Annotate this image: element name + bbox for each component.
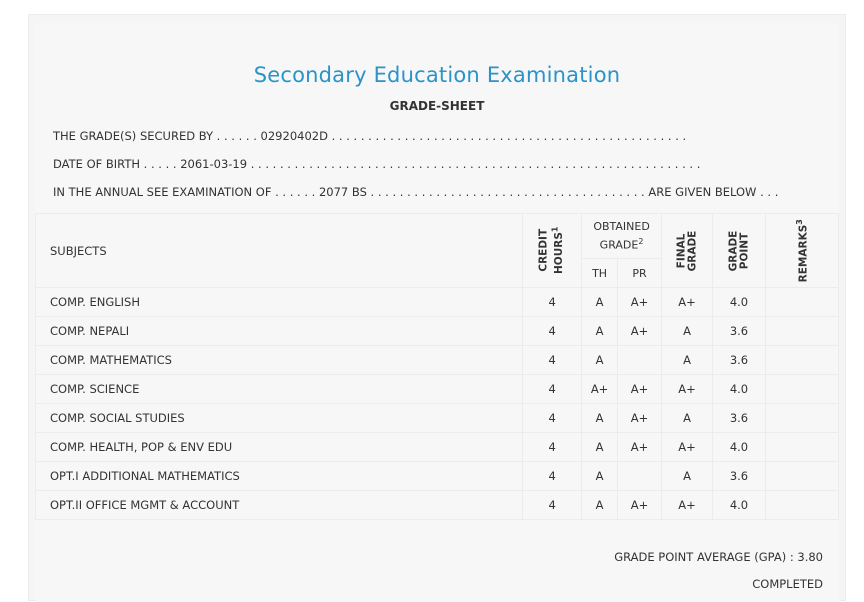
- final-grade: A+: [662, 491, 713, 520]
- credit-hours: 4: [523, 491, 582, 520]
- subject-name: COMP. HEALTH, POP & ENV EDU: [36, 433, 523, 462]
- dotted-fill: . . . . . . . . . . . . . . . . . . . . . . . . . . . . . . . . . . . . . .: [370, 185, 645, 199]
- remarks: [765, 433, 838, 462]
- table-row: [36, 375, 839, 404]
- subject-name: OPT.I ADDITIONAL MATHEMATICS: [36, 462, 523, 491]
- grade-point: 4.0: [713, 491, 766, 520]
- gpa-label: GRADE POINT AVERAGE (GPA) :: [614, 550, 794, 564]
- gpa-value: 3.80: [797, 550, 823, 564]
- subject-name: COMP. MATHEMATICS: [36, 346, 523, 375]
- grade-point: 3.6: [713, 404, 766, 433]
- grade-point: 4.0: [713, 375, 766, 404]
- practical-grade: A+: [618, 491, 662, 520]
- remarks: [765, 346, 838, 375]
- obtained-grade-header: OBTAINED GRADE$^2$: [582, 214, 662, 259]
- remarks: [765, 462, 838, 491]
- theory-grade: A: [582, 317, 618, 346]
- grade-point: 4.0: [713, 288, 766, 317]
- exam-label: IN THE ANNUAL SEE EXAMINATION OF . . . . . .: [53, 185, 316, 199]
- subject-name: COMP. SCIENCE: [36, 375, 523, 404]
- practical-grade: [618, 462, 662, 491]
- exam-line-end: ARE GIVEN BELOW . . .: [648, 185, 779, 199]
- credit-hours: 4: [523, 462, 582, 491]
- exam-line: [53, 185, 778, 199]
- practical-grade: [618, 346, 662, 375]
- theory-grade: A: [582, 404, 618, 433]
- practical-header: PR: [618, 259, 662, 288]
- practical-grade: A+: [618, 288, 662, 317]
- practical-grade: A+: [618, 375, 662, 404]
- grade-point: 3.6: [713, 462, 766, 491]
- practical-grade: A+: [618, 433, 662, 462]
- credit-hours: 4: [523, 346, 582, 375]
- page-title: Secondary Education Examination: [253, 63, 621, 87]
- final-grade-header: FINAL GRADE: [662, 214, 713, 288]
- grade-sheet: [28, 14, 846, 601]
- credit-hours: 4: [523, 375, 582, 404]
- credit-hours-header: CREDIT HOURS$^1$: [523, 214, 582, 288]
- gpa-summary: [614, 550, 823, 564]
- practical-grade: A+: [618, 404, 662, 433]
- credit-hours: 4: [523, 404, 582, 433]
- subject-name: COMP. ENGLISH: [36, 288, 523, 317]
- final-grade: A: [662, 462, 713, 491]
- credit-hours: 4: [523, 288, 582, 317]
- final-grade: A: [662, 317, 713, 346]
- credit-hours: 4: [523, 317, 582, 346]
- table-row: [36, 346, 839, 375]
- remarks: [765, 288, 838, 317]
- final-grade: A: [662, 404, 713, 433]
- theory-grade: A: [582, 462, 618, 491]
- theory-grade: A: [582, 491, 618, 520]
- grade-point: 3.6: [713, 317, 766, 346]
- dotted-fill: . . . . . . . . . . . . . . . . . . . . . . . . . . . . . . . . . . . . . . . . . . . . . . . . .: [331, 129, 687, 143]
- remarks: [765, 404, 838, 433]
- remarks: [765, 375, 838, 404]
- table-row: [36, 317, 839, 346]
- student-symbol-line: [53, 129, 686, 143]
- grade-sheet-body: [35, 23, 839, 602]
- symbol-number: 02920402D: [260, 129, 328, 143]
- theory-grade: A+: [582, 375, 618, 404]
- dotted-fill: . . . . . . . . . . . . . . . . . . . . . . . . . . . . . . . . . . . . . . . . . . . . . . . . . . . . . . . . . . . . . .: [250, 157, 701, 171]
- remarks: [765, 491, 838, 520]
- table-row: [36, 404, 839, 433]
- theory-header: TH: [582, 259, 618, 288]
- page-subtitle: GRADE-SHEET: [389, 99, 485, 113]
- theory-grade: A: [582, 288, 618, 317]
- grade-point: 3.6: [713, 346, 766, 375]
- symbol-label: THE GRADE(S) SECURED BY . . . . . .: [53, 129, 257, 143]
- exam-year: 2077 BS: [318, 185, 367, 199]
- theory-grade: A: [582, 433, 618, 462]
- table-row: [36, 462, 839, 491]
- subjects-header: SUBJECTS: [36, 214, 523, 288]
- table-row: [36, 491, 839, 520]
- dob-label: DATE OF BIRTH . . . . .: [53, 157, 177, 171]
- table-row: [36, 288, 839, 317]
- final-grade: A+: [662, 375, 713, 404]
- subject-name: COMP. SOCIAL STUDIES: [36, 404, 523, 433]
- final-grade: A+: [662, 288, 713, 317]
- remarks: [765, 317, 838, 346]
- subject-name: COMP. NEPALI: [36, 317, 523, 346]
- credit-hours: 4: [523, 433, 582, 462]
- theory-grade: A: [582, 346, 618, 375]
- dob-value: 2061-03-19: [180, 157, 248, 171]
- grade-point-header: GRADE POINT: [713, 214, 766, 288]
- subject-name: OPT.II OFFICE MGMT & ACCOUNT: [36, 491, 523, 520]
- grades-table: [35, 213, 839, 520]
- status-text: COMPLETED: [752, 577, 823, 591]
- final-grade: A: [662, 346, 713, 375]
- practical-grade: A+: [618, 317, 662, 346]
- remarks-header: REMARKS$^3$: [765, 214, 838, 288]
- table-row: [36, 433, 839, 462]
- grade-point: 4.0: [713, 433, 766, 462]
- dob-line: [53, 157, 700, 171]
- final-grade: A+: [662, 433, 713, 462]
